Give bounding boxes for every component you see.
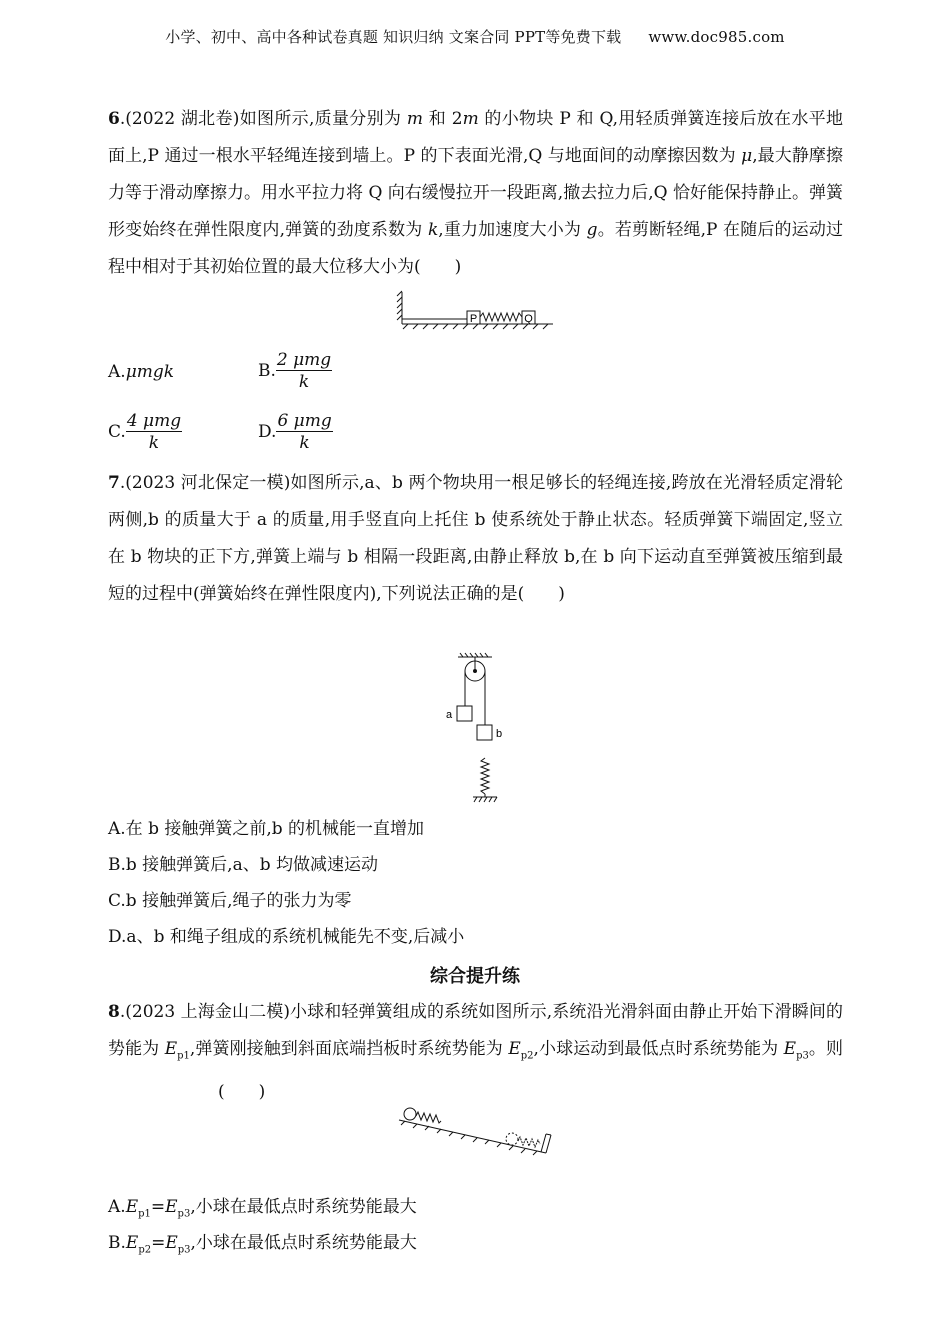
ball-bottom bbox=[506, 1133, 518, 1145]
spring-top bbox=[416, 1112, 441, 1123]
header-text: 小学、初中、高中各种试卷真题 知识归纳 文案合同 PPT等免费下载 bbox=[165, 28, 622, 46]
label-q: Q bbox=[524, 313, 533, 325]
block-a bbox=[457, 706, 472, 721]
q7-option-d: D.a、b 和绳子组成的系统机械能先不变,后减小 bbox=[108, 927, 465, 947]
q7-option-b: B.b 接触弹簧后,a、b 均做减速运动 bbox=[108, 855, 379, 875]
label-a: a bbox=[445, 709, 453, 721]
q6-option-d: D. $\frac{\text{6 μmg}}{k}$ bbox=[258, 411, 332, 453]
header-site: www.doc985.com bbox=[648, 28, 785, 46]
block-b bbox=[477, 725, 492, 740]
page-header bbox=[0, 26, 950, 47]
q6-option-a: A.μmgk bbox=[108, 362, 175, 382]
spring bbox=[480, 313, 522, 321]
ball-top bbox=[404, 1108, 416, 1120]
question-6-number: 6 bbox=[108, 109, 120, 129]
question-7: 7.(2023 河北保定一模)如图所示,a、b 两个物块用一根足够长的轻绳连接,跨放在光滑轻质定滑轮两侧,b 的质量大于 a 的质量,用手竖直向上托住 b 使系统处于静止状态。轻质弹簧下端固定,竖立在 b 物块的正下方,弹簧上端与 b 相隔一段距离,由静止释放 b,在 b 向下运动直至弹簧被压缩到最短的过程中(弹簧始终在弹性限度内),下列说法正确的是( ) bbox=[108, 473, 843, 604]
q6-option-b: B. $\frac{\text{2 μmg}}{k}$ bbox=[258, 350, 332, 392]
fraction: $\frac{\text{6 μmg}}{k}$ bbox=[277, 411, 332, 453]
question-7-number: 7 bbox=[108, 473, 120, 493]
spring-bottom bbox=[518, 1137, 540, 1147]
q7-option-c: C.b 接触弹簧后,绳子的张力为零 bbox=[108, 891, 352, 911]
q8-figure bbox=[393, 1100, 558, 1165]
spring bbox=[481, 758, 489, 794]
label-p: P bbox=[469, 313, 478, 325]
incline bbox=[399, 1120, 546, 1153]
barrier bbox=[541, 1134, 546, 1152]
section-title: 综合提升练 bbox=[430, 966, 520, 987]
question-8: 8.(2023 上海金山二模)小球和轻弹簧组成的系统如图所示,系统沿光滑斜面由静止开始下滑瞬间的势能为 $E_{p1}$,弹簧刚接触到斜面底端挡板时系统势能为 $E_{p2}$,小球运动到最低点时系统势能为 $E_{p3}$。则( ) bbox=[108, 1002, 844, 1103]
q6-figure bbox=[395, 290, 560, 335]
question-8-number: 8 bbox=[108, 1002, 120, 1022]
question-6: 6.(2022 湖北卷)如图所示,质量分别为 m 和 2m 的小物块 P 和 Q,用轻质弹簧连接后放在水平地面上,P 通过一根水平轻绳连接到墙上。P 的下表面光滑,Q 与地面间的动摩擦因数为 μ,最大静摩擦力等于滑动摩擦力。用水平拉力将 Q 向右缓慢拉开一段距离,撤去拉力后,Q 恰好能保持静止。弹簧形变始终在弹性限度内,弹簧的劲度系数为 k,重力加速度大小为 g。若剪断轻绳,P 在随后的运动过程中相对于其初始位置的最大位移大小为( ) bbox=[108, 109, 843, 277]
fraction: $\frac{\text{4 μmg}}{k}$ bbox=[126, 411, 182, 453]
q6-option-c: C. $\frac{\text{4 μmg}}{k}$ bbox=[108, 411, 182, 453]
q8-option-a: $A.E_{p1}=E_{p3}$,小球在最低点时系统势能最大 bbox=[108, 1197, 417, 1220]
q8-option-b: $B.E_{p2}=E_{p3}$,小球在最低点时系统势能最大 bbox=[108, 1233, 417, 1256]
fraction: $\frac{\text{2 μmg}}{k}$ bbox=[276, 350, 332, 392]
q7-option-a: A.在 b 接触弹簧之前,b 的机械能一直增加 bbox=[108, 819, 425, 839]
q7-figure bbox=[440, 652, 510, 804]
label-b: b bbox=[495, 728, 503, 740]
